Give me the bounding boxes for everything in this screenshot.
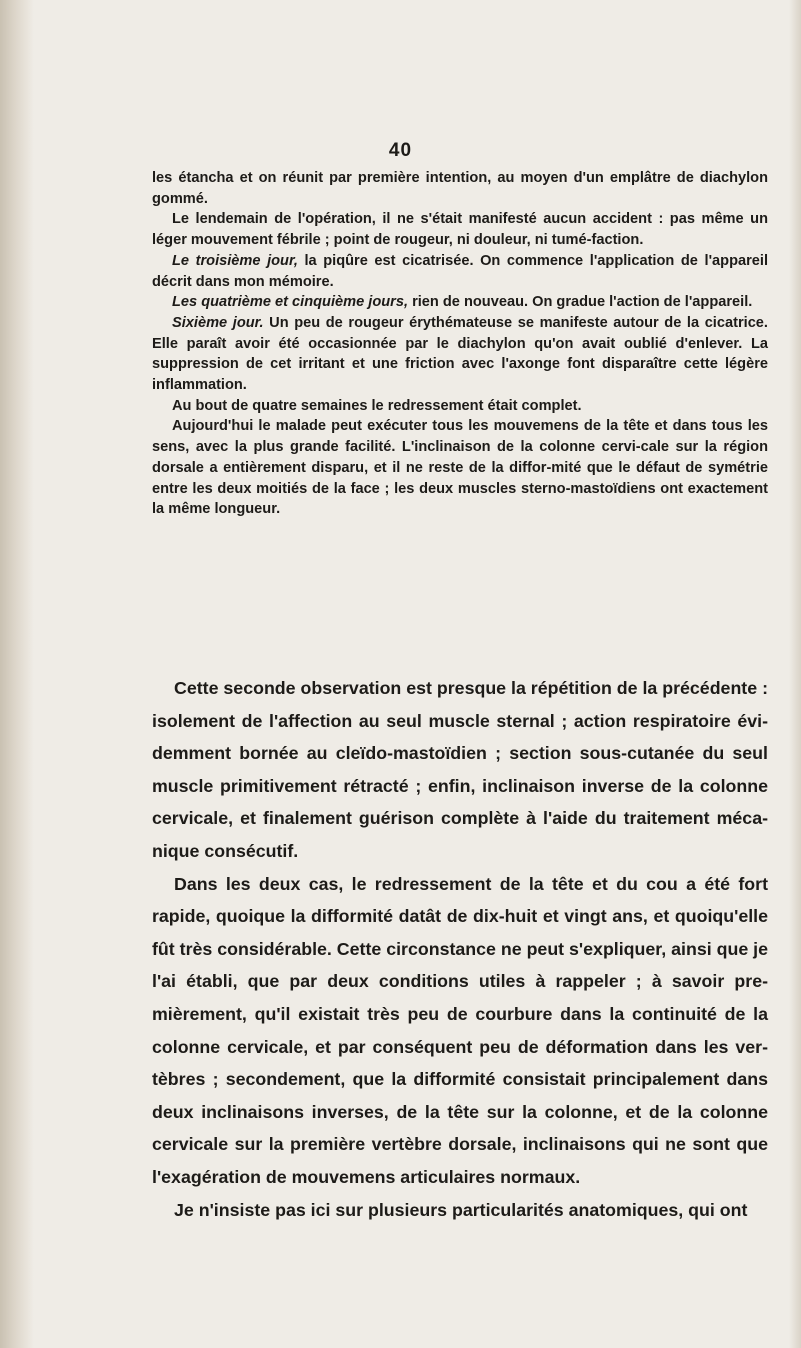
paragraph-text: Au bout de quatre semaines le redressement était complet. — [172, 397, 582, 414]
paragraph-text: Un peu de rougeur érythémateuse se manifeste autour de la cicatrice. Elle paraît avoir été occasionnée par le diachylon qu'on avait oublié d'enlever. La suppression de cet irritant et une friction avec l'axonge font disparaître cette légère inflammation. — [152, 314, 768, 394]
paragraph — [152, 292, 768, 313]
page-gutter-shadow — [0, 0, 34, 1348]
observation-notes — [152, 168, 768, 520]
paragraph-text: Aujourd'hui le malade peut exécuter tous les mouvemens de la tête et dans tous les sens, avec la plus grande facilité. L'inclinaison de la colonne cervi-cale sur la région dorsale a entièrement disparu, et il ne reste de la diffor-mité que le défaut de symétrie entre les deux moitiés de la face ; les deux muscles sterno-mastoïdiens ont exactement la même longueur. — [152, 418, 768, 518]
paragraph-lead: Sixième jour. — [172, 314, 264, 331]
page-number: 40 — [388, 140, 413, 161]
paragraph — [152, 251, 768, 292]
paragraph-lead: Les quatrième et cinquième jours, — [172, 294, 409, 311]
paragraph — [152, 396, 768, 417]
paragraph — [152, 416, 768, 520]
paragraph: Dans les deux cas, le redressement de la tête et du cou a été fort rapide, quoique la difformité datât de dix-huit et vingt ans, et quoiqu'elle fût très considérable. Cette circonstance ne peut s'expliquer, ainsi que je l'ai établi, que par deux conditions utiles à rappeler ; à savoir pre-mièrement, qu'il existait très peu de courbure dans la continuité de la colonne cervicale, et par conséquent peu de déformation dans les ver-tèbres ; secondement, que la difformité consistait principalement dans deux inclinaisons inverses, de la tête sur la colonne, et de la colonne cervicale sur la première vertèbre dorsale, inclinaisons qui ne sont que l'exagération de mouvemens articulaires normaux. — [152, 873, 768, 1187]
page-edge-shadow — [789, 0, 801, 1348]
paragraph — [152, 209, 768, 250]
paragraph-text: les étancha et on réunit par première intention, au moyen d'un emplâtre de diachylon gommé. — [152, 170, 768, 207]
paragraph: Je n'insiste pas ici sur plusieurs particularités anatomiques, qui ont — [174, 1199, 748, 1220]
paragraph: Cette seconde observation est presque la répétition de la précédente : isolement de l'affection au seul muscle sternal ; action respiratoire évi-demment bornée au cleïdo-mastoïdien ; section sous-cutanée du seul muscle primitivement rétracté ; enfin, inclinaison inverse de la colonne cervicale, et finalement guérison complète à l'aide du traitement méca-nique consécutif. — [152, 678, 768, 861]
paragraph-text: la piqûre est cicatrisée. On commence l'application de l'appareil décrit dans mon mémoire. — [152, 252, 769, 290]
paragraph — [152, 313, 768, 396]
paragraph-lead: Le troisième jour, — [172, 252, 298, 269]
paragraph-text: rien de nouveau. On gradue l'action de l'appareil. — [408, 294, 753, 311]
commentary — [152, 672, 768, 1226]
paragraph-text: Le lendemain de l'opération, il ne s'était manifesté aucun accident : pas même un léger mouvement fébrile ; point de rougeur, ni douleur, ni tumé-faction. — [152, 211, 768, 249]
paragraph — [152, 168, 768, 209]
